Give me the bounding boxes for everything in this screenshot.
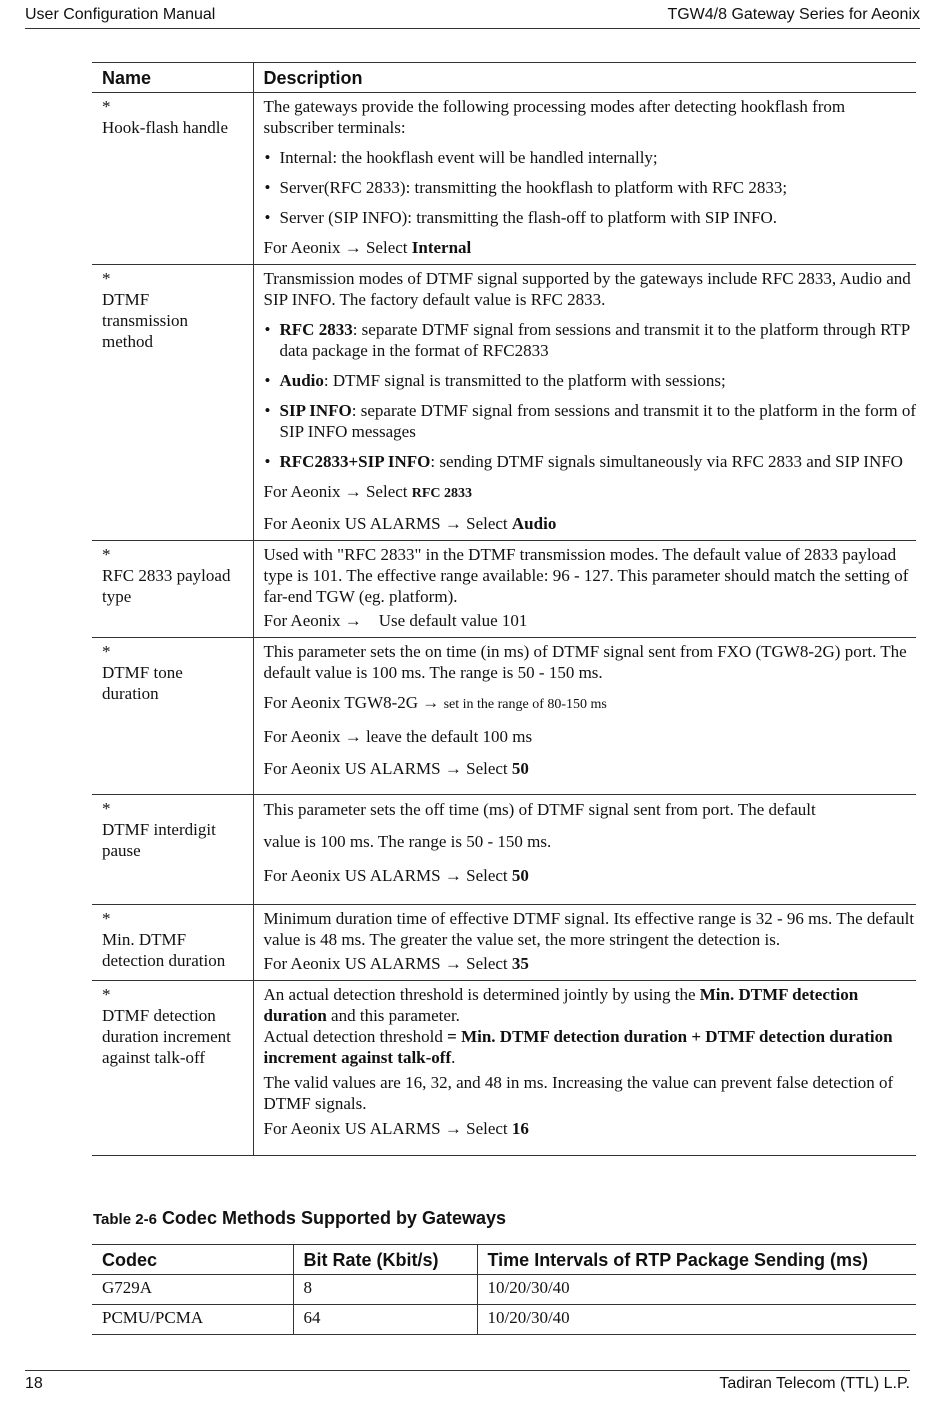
aeonix-us-alarms-note: For Aeonix US ALARMS → Select 50	[263, 759, 529, 778]
description-text: Transmission modes of DTMF signal supported by the gateways include RFC 2833, Audio and SIP INFO. The factory default value is RFC 2833.	[263, 269, 911, 309]
table-row	[92, 541, 916, 638]
param-description-cell	[253, 541, 916, 638]
description-text: value is 100 ms. The range is 50 - 150 ms.	[263, 832, 552, 851]
param-description-cell	[253, 93, 916, 265]
list-item: • Server (SIP INFO): transmitting the flash-off to platform with SIP INFO.	[264, 207, 917, 228]
table-row	[92, 795, 916, 905]
threshold-formula: Actual detection threshold = Min. DTMF detection duration + DTMF detection duration increment against talk-off.	[263, 1027, 893, 1067]
table-caption-title: Codec Methods Supported by Gateways	[161, 1208, 506, 1228]
aeonix-note: For Aeonix → Select RFC 2833	[263, 482, 473, 501]
column-header-description: Description	[253, 63, 916, 93]
table-row	[92, 981, 916, 1156]
description-text: This parameter sets the off time (ms) of DTMF signal sent from port. The default	[263, 800, 816, 819]
list-item: • RFC2833+SIP INFO: sending DTMF signals simultaneously via RFC 2833 and SIP INFO	[264, 451, 917, 472]
required-marker: *	[102, 909, 111, 928]
description-text: Used with "RFC 2833" in the DTMF transmission modes. The default value of 2833 payload type is 101. The effective range available: 96 - 127. This parameter should match the setting of far-end TGW (eg. platform).	[263, 545, 909, 606]
table-header-row	[92, 63, 916, 93]
aeonix-note: For Aeonix → Select Internal	[263, 238, 472, 257]
param-name-cell	[92, 541, 253, 638]
required-marker: *	[102, 985, 111, 1004]
header-product-title: TGW4/8 Gateway Series for Aeonix	[667, 6, 920, 23]
param-name: DTMF tone duration	[102, 663, 183, 703]
description-text: An actual detection threshold is determined jointly by using the Min. DTMF detection duration and this parameter.	[263, 985, 859, 1025]
aeonix-note: For Aeonix → Use default value 101	[263, 611, 528, 630]
list-item: • Server(RFC 2833): transmitting the hookflash to platform with RFC 2833;	[264, 177, 917, 198]
aeonix-us-alarms-note: For Aeonix US ALARMS → Select 50	[263, 866, 529, 885]
codec-cell: G729A	[92, 1275, 293, 1305]
param-name-cell	[92, 981, 253, 1156]
param-name: Min. DTMF detection duration	[102, 930, 226, 970]
required-marker: *	[102, 642, 111, 661]
description-text: The gateways provide the following processing modes after detecting hookflash from subscriber terminals:	[263, 97, 846, 137]
bullet-list	[264, 319, 917, 472]
param-name: DTMF interdigit pause	[102, 820, 216, 860]
interval-cell: 10/20/30/40	[477, 1275, 916, 1305]
param-description-cell	[253, 638, 916, 795]
param-name-cell	[92, 93, 253, 265]
aeonix-us-alarms-note: For Aeonix US ALARMS → Select 16	[263, 1119, 529, 1138]
page-footer	[25, 1370, 910, 1401]
param-description-cell	[253, 795, 916, 905]
param-name-cell	[92, 795, 253, 905]
param-name: Hook-flash handle	[102, 118, 229, 137]
description-text: Minimum duration time of effective DTMF signal. Its effective range is 32 - 96 ms. The default value is 48 ms. The greater the value set, the more stringent the detection is.	[263, 909, 915, 949]
param-name: DTMF detection duration increment against talk-off	[102, 1006, 231, 1067]
description-text: This parameter sets the on time (in ms) of DTMF signal sent from FXO (TGW8-2G) port. The default value is 100 ms. The range is 50 - 150 ms.	[263, 642, 907, 682]
list-item: • Internal: the hookflash event will be handled internally;	[264, 147, 917, 168]
required-marker: *	[102, 545, 111, 564]
bit-rate-cell: 64	[293, 1305, 477, 1335]
aeonix-note: For Aeonix → leave the default 100 ms	[263, 727, 533, 746]
valid-values-text: The valid values are 16, 32, and 48 in ms. Increasing the value can prevent false detection of DTMF signals.	[263, 1073, 894, 1113]
header-manual-title: User Configuration Manual	[25, 6, 216, 23]
list-item: • RFC 2833: separate DTMF signal from sessions and transmit it to the platform through RTP data package in the format of RFC2833	[264, 319, 917, 361]
column-header-codec: Codec	[92, 1245, 293, 1275]
parameters-table	[92, 62, 916, 1156]
codec-table	[92, 1244, 916, 1335]
param-name: RFC 2833 payload type	[102, 566, 231, 606]
table-caption-number: Table 2-6	[93, 1211, 157, 1228]
table-row	[92, 905, 916, 981]
param-description-cell	[253, 981, 916, 1156]
required-marker: *	[102, 799, 111, 818]
footer-company: Tadiran Telecom (TTL) L.P.	[719, 1375, 910, 1392]
param-description-cell	[253, 905, 916, 981]
table-row	[92, 1275, 916, 1305]
column-header-bit-rate: Bit Rate (Kbit/s)	[293, 1245, 477, 1275]
list-item: • SIP INFO: separate DTMF signal from sessions and transmit it to the platform in the form of SIP INFO messages	[264, 400, 917, 442]
interval-cell: 10/20/30/40	[477, 1305, 916, 1335]
aeonix-tgw8-note: For Aeonix TGW8-2G → set in the range of 80-150 ms	[263, 693, 607, 712]
bullet-list	[264, 147, 917, 228]
column-header-time-intervals: Time Intervals of RTP Package Sending (ms)	[477, 1245, 916, 1275]
required-marker: *	[102, 97, 111, 116]
table-caption	[93, 1208, 506, 1229]
table-row	[92, 1305, 916, 1335]
codec-cell: PCMU/PCMA	[92, 1305, 293, 1335]
table-row	[92, 265, 916, 541]
table-header-row	[92, 1245, 916, 1275]
table-row	[92, 638, 916, 795]
page-header	[25, 6, 920, 29]
bit-rate-cell: 8	[293, 1275, 477, 1305]
param-name-cell	[92, 638, 253, 795]
list-item: • Audio: DTMF signal is transmitted to the platform with sessions;	[264, 370, 917, 391]
aeonix-us-alarms-note: For Aeonix US ALARMS → Select 35	[263, 954, 529, 973]
param-name: DTMF transmission method	[102, 290, 188, 351]
param-name-cell	[92, 905, 253, 981]
column-header-name: Name	[92, 63, 253, 93]
page-number: 18	[25, 1375, 43, 1392]
param-description-cell	[253, 265, 916, 541]
param-name-cell	[92, 265, 253, 541]
table-row	[92, 93, 916, 265]
aeonix-us-alarms-note: For Aeonix US ALARMS → Select Audio	[263, 514, 557, 533]
required-marker: *	[102, 269, 111, 288]
